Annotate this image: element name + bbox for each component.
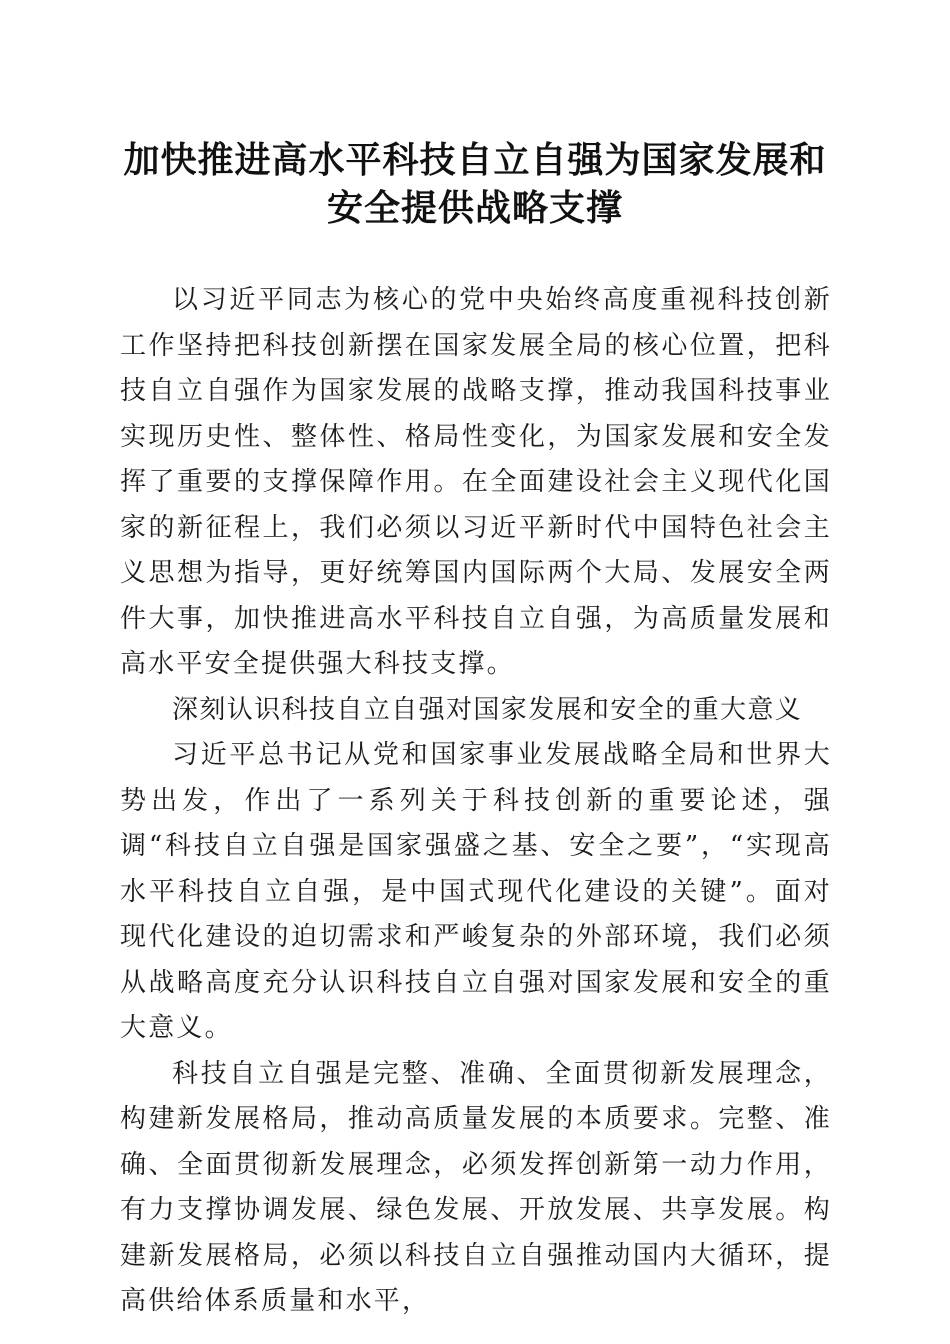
body-paragraph: 科技自立自强是完整、准确、全面贯彻新发展理念，构建新发展格局，推动高质量发展的本质要求。完整、准确、全面贯彻新发展理念，必须发挥创新第一动力作用，有力支撑协调发展、绿色发展、开放发展、共享发展。构建新发展格局，必须以科技自立自强推动国内大循环，提高供给体系质量和水平， (120, 1058, 832, 1316)
section-heading: 深刻认识科技自立自强对国家发展和安全的重大意义 (172, 694, 803, 725)
document-body (120, 278, 832, 1325)
document-title: 加快推进高水平科技自立自强为国家发展和安全提供战略支撑 (123, 139, 827, 229)
intro-paragraph: 以习近平同志为核心的党中央始终高度重视科技创新工作坚持把科技创新摆在国家发展全局的核心位置，把科技自立自强作为国家发展的战略支撑，推动我国科技事业实现历史性、整体性、格局性变化，为国家发展和安全发挥了重要的支撑保障作用。在全面建设社会主义现代化国家的新征程上，我们必须以习近平新时代中国特色社会主义思想为指导，更好统筹国内国际两个大局、发展安全两件大事，加快推进高水平科技自立自强，为高质量发展和高水平安全提供强大科技支撑。 (120, 285, 832, 679)
body-paragraph: 习近平总书记从党和国家事业发展战略全局和世界大势出发，作出了一系列关于科技创新的重要论述，强调“科技自立自强是国家强盛之基、安全之要”，“实现高水平科技自立自强，是中国式现代化建设的关键”。面对现代化建设的迫切需求和严峻复杂的外部环境，我们必须从战略高度充分认识科技自立自强对国家发展和安全的重大意义。 (120, 740, 832, 1043)
